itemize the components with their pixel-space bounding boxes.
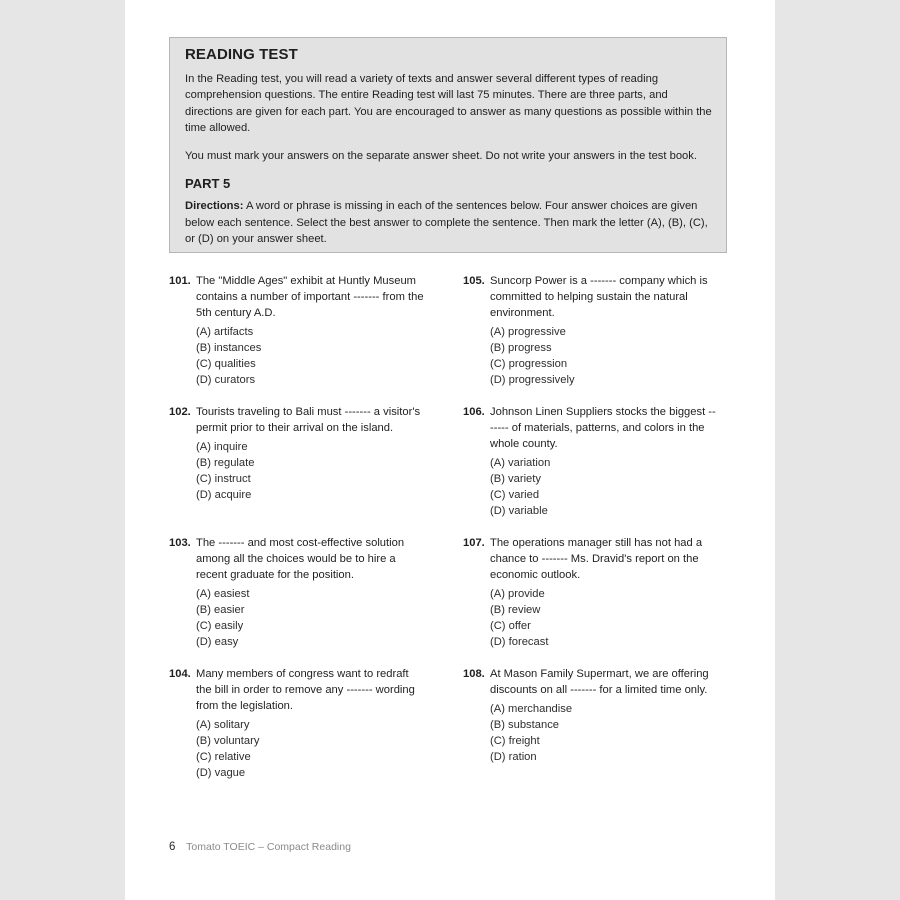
question-106 (463, 404, 718, 519)
directions-label: Directions: (185, 200, 244, 213)
answer-choice: (A) variation (490, 457, 551, 469)
question-number: 103. (169, 537, 191, 549)
answer-choices (196, 324, 424, 388)
answer-choice: (C) offer (490, 620, 531, 632)
book-title: Tomato TOEIC – Compact Reading (186, 841, 351, 853)
page-footer (169, 841, 351, 853)
answer-choices (490, 455, 718, 519)
answer-choice: (C) freight (490, 735, 540, 747)
question-number: 107. (463, 537, 485, 549)
question-103 (169, 535, 424, 650)
question-text: The "Middle Ages" exhibit at Huntly Museum contains a number of important ------- from the 5th century A.D. (196, 275, 424, 319)
answer-choice: (D) ration (490, 751, 537, 763)
answer-choice: (A) easiest (196, 588, 250, 600)
reading-test-title: READING TEST (185, 46, 298, 63)
page-number: 6 (169, 841, 176, 853)
answer-choice: (B) progress (490, 342, 552, 354)
answer-choice: (B) easier (196, 604, 245, 616)
question-101 (169, 273, 424, 388)
document-page (125, 0, 775, 900)
answer-choice: (B) instances (196, 342, 262, 354)
question-number: 108. (463, 668, 485, 680)
answer-choice: (D) easy (196, 636, 239, 648)
question-text: Tourists traveling to Bali must ------- a visitor's permit prior to their arrival on the island. (196, 406, 421, 434)
directions-text: A word or phrase is missing in each of the sentences below. Four answer choices are given below each sentence. Select the best answer to complete the sentence. Then mark the letter (A), (B), (C), or (D) on your answer sheet. (185, 200, 708, 246)
question-text: The operations manager still has not had a chance to ------- Ms. Dravid's report on the economic outlook. (490, 537, 703, 581)
answer-choice: (A) provide (490, 588, 545, 600)
answer-choice: (D) progressively (490, 374, 575, 386)
answer-choice: (D) vague (196, 767, 246, 779)
answer-sheet-note: You must mark your answers on the separate answer sheet. Do not write your answers in the test book. (185, 150, 697, 163)
question-104 (169, 666, 424, 781)
answer-choice: (D) curators (196, 374, 256, 386)
answer-choices (196, 717, 424, 781)
answer-choice: (D) acquire (196, 489, 252, 501)
answer-choices (490, 324, 718, 388)
answer-choice: (B) regulate (196, 457, 255, 469)
answer-choice: (D) variable (490, 505, 548, 517)
answer-choice: (A) progressive (490, 326, 566, 338)
question-102 (169, 404, 424, 503)
answer-choice: (D) forecast (490, 636, 549, 648)
answer-choice: (B) variety (490, 473, 541, 485)
question-number: 101. (169, 275, 191, 287)
question-text: Johnson Linen Suppliers stocks the biggest ------- of materials, patterns, and colors in the whole county. (490, 406, 716, 450)
answer-choices (490, 586, 718, 650)
question-text: Suncorp Power is a ------- company which is committed to helping sustain the natural environment. (490, 275, 708, 319)
question-text: At Mason Family Supermart, we are offering discounts on all ------- for a limited time only. (490, 668, 709, 696)
reading-test-instructions-box (169, 37, 727, 253)
answer-choice: (A) solitary (196, 719, 250, 731)
directions-paragraph (185, 198, 712, 247)
answer-choice: (C) progression (490, 358, 568, 370)
answer-choices (196, 439, 424, 503)
answer-choice: (C) instruct (196, 473, 251, 485)
answer-choice: (C) qualities (196, 358, 256, 370)
question-number: 104. (169, 668, 191, 680)
question-107 (463, 535, 718, 650)
answer-choice: (B) voluntary (196, 735, 260, 747)
answer-choice: (A) artifacts (196, 326, 254, 338)
answer-choice: (A) merchandise (490, 703, 573, 715)
answer-choice: (C) varied (490, 489, 540, 501)
intro-paragraph: In the Reading test, you will read a variety of texts and answer several different types of reading comprehension questions. The entire Reading test will last 75 minutes. There are three parts, and directions are given for each part. You are encouraged to answer as many questions as possible within the time allowed. (185, 73, 712, 134)
answer-choice: (B) review (490, 604, 541, 616)
question-105 (463, 273, 718, 388)
question-number: 106. (463, 406, 485, 418)
question-text: The ------- and most cost-effective solution among all the choices would be to hire a recent graduate for the position. (196, 537, 405, 581)
answer-choices (196, 586, 424, 650)
part-title: PART 5 (185, 176, 231, 192)
question-number: 102. (169, 406, 191, 418)
question-number: 105. (463, 275, 485, 287)
answer-choice: (C) relative (196, 751, 251, 763)
answer-choice: (B) substance (490, 719, 560, 731)
answer-choice: (A) inquire (196, 441, 248, 453)
answer-choices (490, 701, 718, 765)
question-108 (463, 666, 718, 765)
answer-choice: (C) easily (196, 620, 244, 632)
question-text: Many members of congress want to redraft the bill in order to remove any ------- wording from the legislation. (196, 668, 415, 712)
